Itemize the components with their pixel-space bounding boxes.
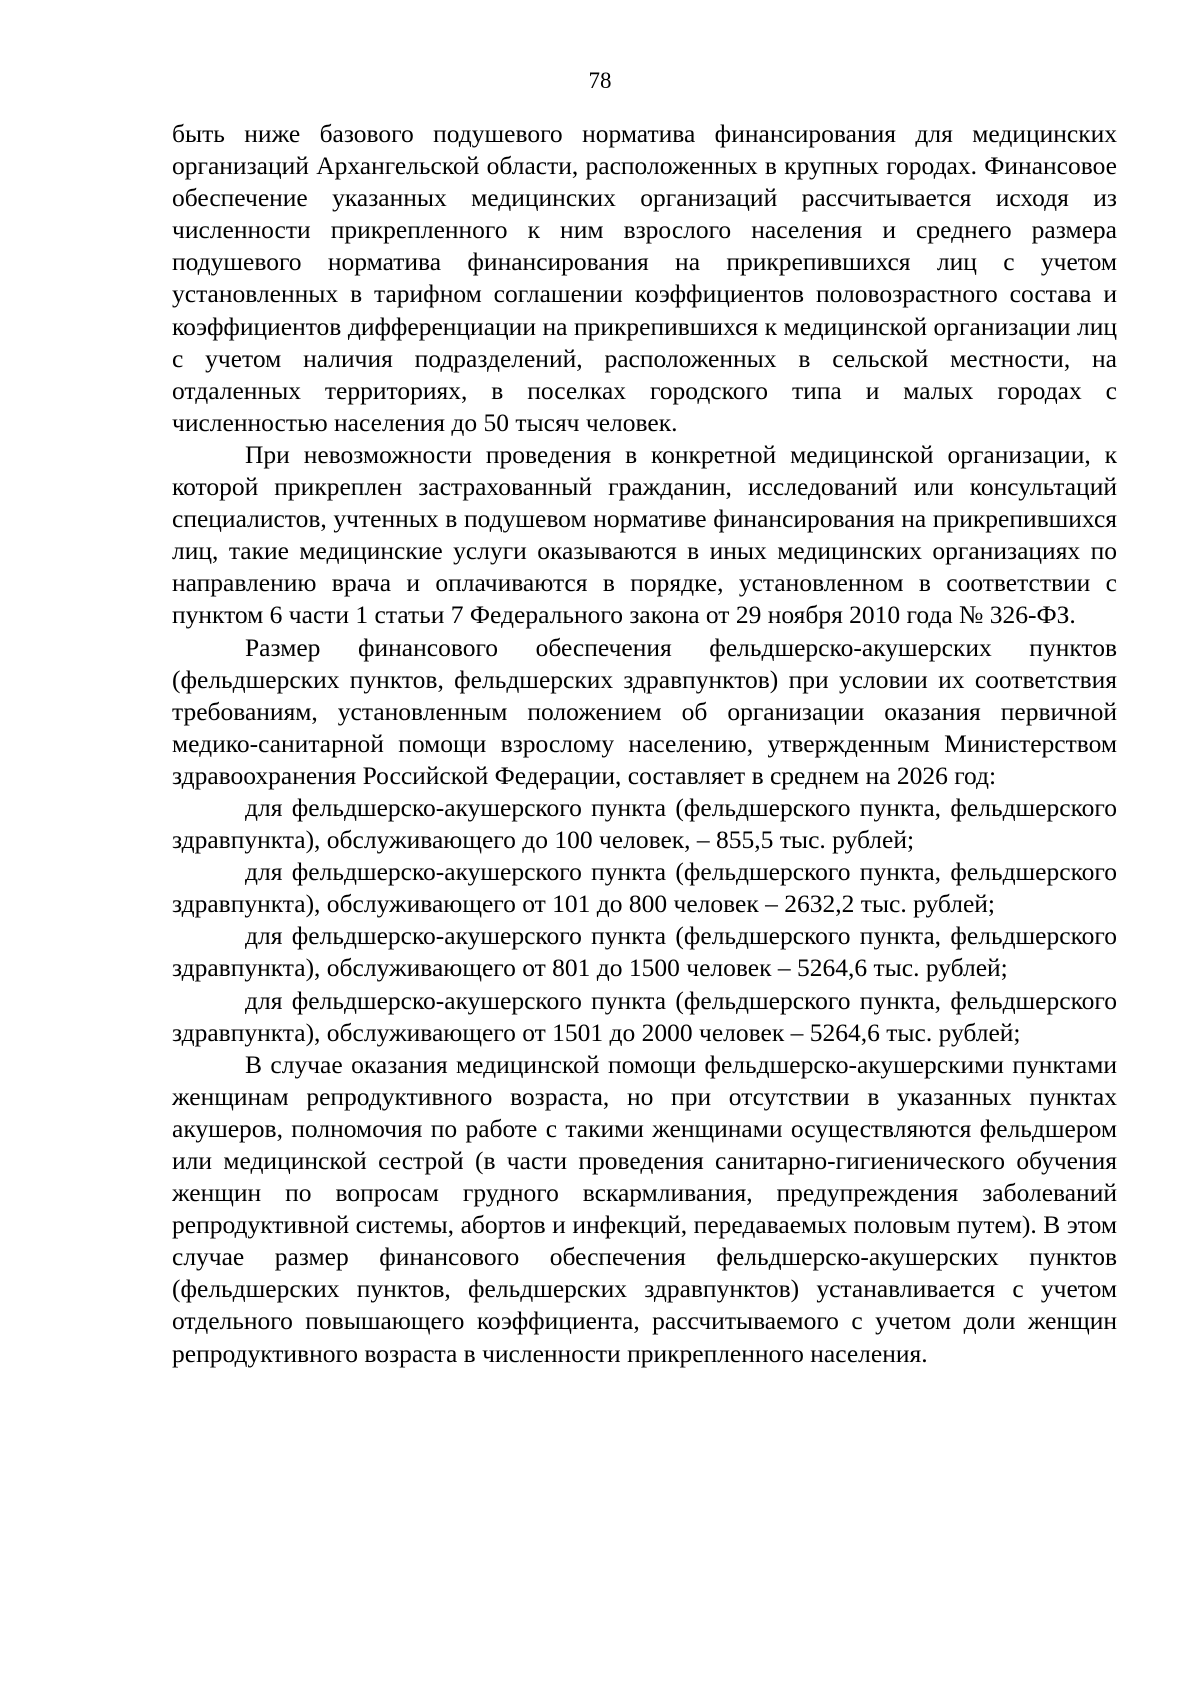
list-item-fap-up-to-100: для фельдшерско-акушерского пункта (фельдшерского пункта, фельдшерского здравпункта), обслуживающего до 100 человек, – 855,5 тыс. рублей;	[172, 792, 1117, 855]
paragraph-reproductive-age-women: В случае оказания медицинской помощи фельдшерско-акушерскими пунктами женщинам репродуктивного возраста, но при отсутствии в указанных пунктах акушеров, полномочия по работе с такими женщинами осуществляются фельдшером или медицинской сестрой (в части проведения санитарно-гигиенического обучения женщин по вопросам грудного вскармливания, предупреждения заболеваний репродуктивной системы, абортов и инфекций, передаваемых половым путем). В этом случае размер финансового обеспечения фельдшерско-акушерских пунктов (фельдшерских пунктов, фельдшерских здравпунктов) устанавливается с учетом отдельного повышающего коэффициента, рассчитываемого с учетом доли женщин репродуктивного возраста в численности прикрепленного населения.	[172, 1049, 1117, 1368]
paragraph-fap-financing-size: Размер финансового обеспечения фельдшерско-акушерских пунктов (фельдшерских пунктов, фельдшерских здравпунктов) при условии их соответствия требованиям, установленным положением об организации оказания первичной медико-санитарной помощи взрослому населению, утвержденным Министерством здравоохранения Российской Федерации, составляет в среднем на 2026 год:	[172, 632, 1117, 790]
list-item-fap-801-1500: для фельдшерско-акушерского пункта (фельдшерского пункта, фельдшерского здравпункта), обслуживающего от 801 до 1500 человек – 5264,6 тыс. рублей;	[172, 921, 1117, 983]
list-item-fap-1501-2000: для фельдшерско-акушерского пункта (фельдшерского пункта, фельдшерского здравпункта), обслуживающего от 1501 до 2000 человек – 5264,6 тыс. рублей;	[172, 985, 1117, 1047]
list-item-fap-101-800: для фельдшерско-акушерского пункта (фельдшерского пункта, фельдшерского здравпункта), обслуживающего от 101 до 800 человек – 2632,2 тыс. рублей;	[172, 857, 1117, 919]
paragraph-impossibility-of-research: При невозможности проведения в конкретной медицинской организации, к которой прикреплен застрахованный гражданин, исследований или консультаций специалистов, учтенных в подушевом нормативе финансирования на прикрепившихся лиц, такие медицинские услуги оказываются в иных медицинских организациях по направлению врача и оплачиваются в порядке, установленном в соответствии с пунктом 6 части 1 статьи 7 Федерального закона от 29 ноября 2010 года № 326-ФЗ.	[172, 439, 1117, 630]
page-number: 78	[588, 68, 612, 93]
paragraph-financing-continuation: быть ниже базового подушевого норматива финансирования для медицинских организаций Архангельской области, расположенных в крупных городах. Финансовое обеспечение указанных медицинских организаций рассчитывается исходя из численности прикрепленного к ним взрослого населения и среднего размера подушевого норматива финансирования на прикрепившихся лиц с учетом установленных в тарифном соглашении коэффициентов половозрастного состава и коэффициентов дифференциации на прикрепившихся к медицинской организации лиц с учетом наличия подразделений, расположенных в сельской местности, на отдаленных территориях, в поселках городского типа и малых городах с численностью населения до 50 тысяч человек.	[172, 119, 1117, 437]
document-body	[172, 118, 1117, 1370]
